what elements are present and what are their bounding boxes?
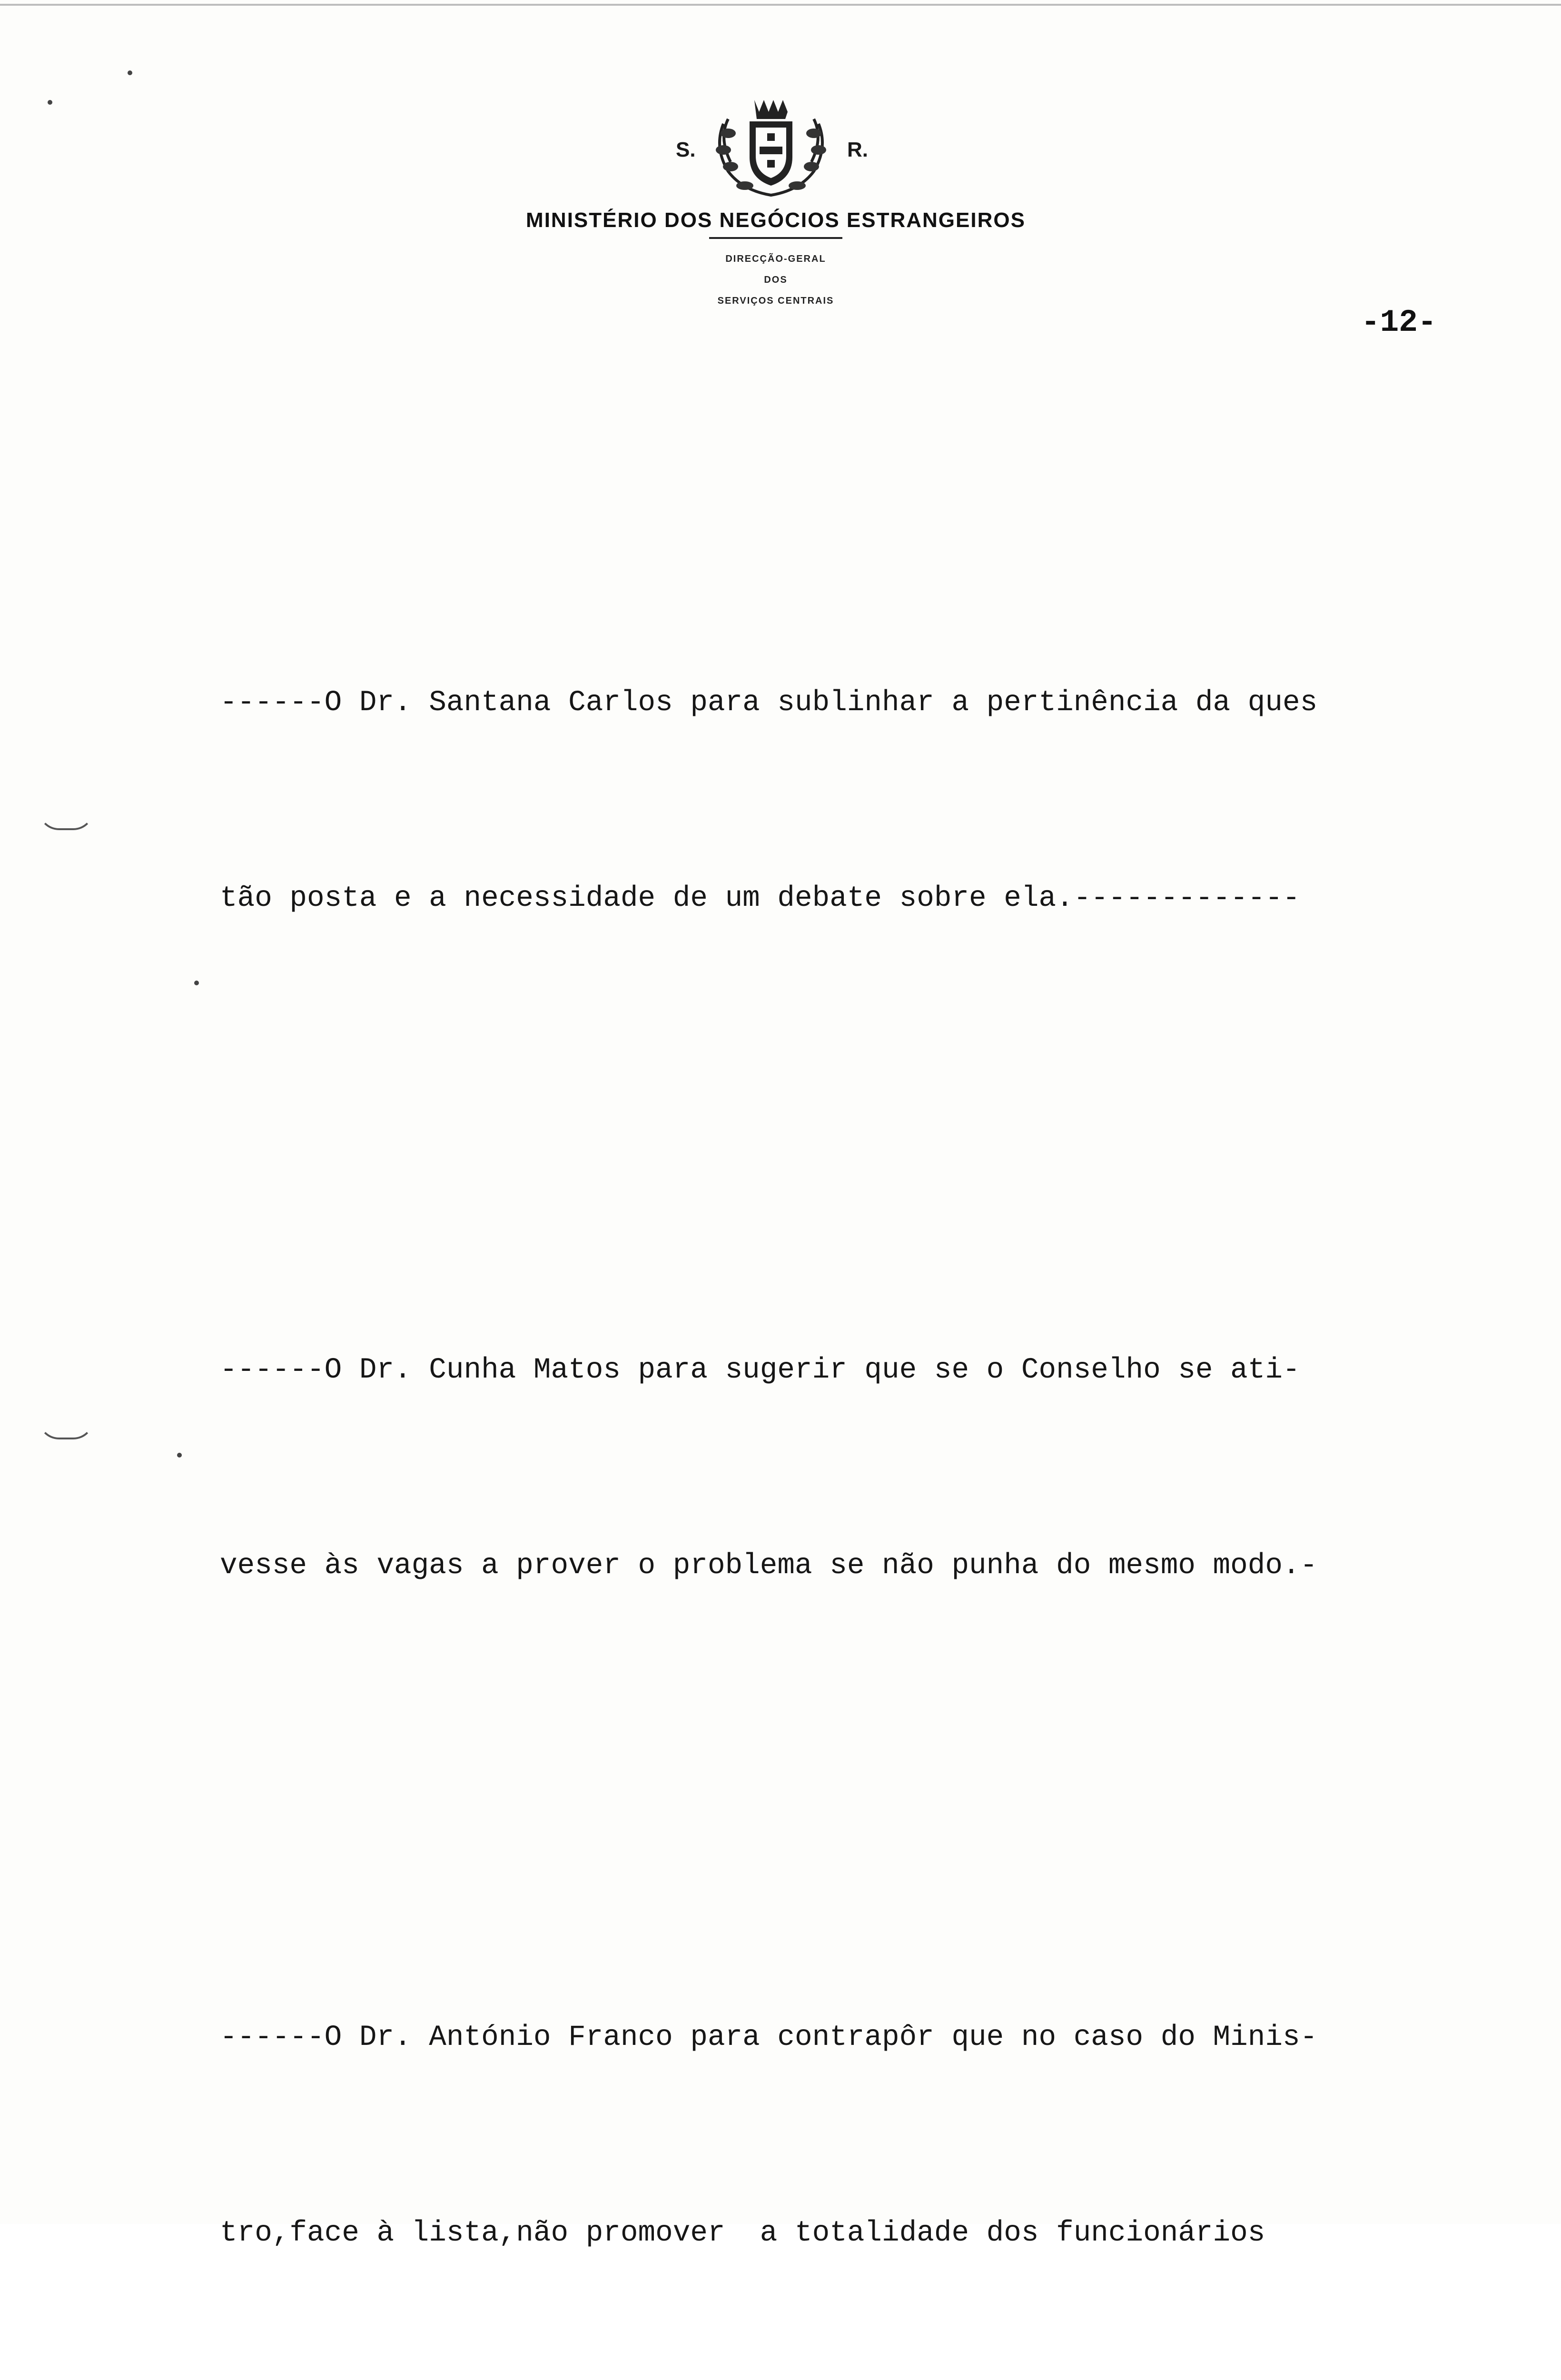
crest-row (443, 90, 1109, 200)
speck (128, 70, 132, 75)
department-line-2: DOS (764, 275, 788, 285)
ministry-underline (709, 237, 842, 239)
speck (177, 1453, 182, 1458)
text-line: ------O Dr. António Franco para contrapôr que no caso do Minis- (220, 2021, 1318, 2054)
crest-right-letter: R. (847, 138, 868, 161)
paragraph (220, 1874, 1467, 2380)
crest-left-letter: S. (676, 138, 696, 161)
top-edge-rule (0, 4, 1561, 6)
letterhead (443, 90, 1109, 311)
coat-of-arms-icon (709, 90, 833, 200)
text-line: ------O Dr. Cunha Matos para sugerir que se o Conselho se ati- (220, 1354, 1300, 1387)
paragraph (220, 1207, 1467, 1729)
text-line: tão posta e a necessidade de um debate sobre ela.------------- (220, 882, 1300, 915)
department-line-3: SERVIÇOS CENTRAIS (717, 296, 834, 306)
text-line: vesse às vagas a prover o problema se não punha do mesmo modo.- (220, 1549, 1318, 1582)
ministry-name: MINISTÉRIO DOS NEGÓCIOS ESTRANGEIROS (526, 208, 1026, 232)
paragraph (220, 540, 1467, 1061)
speck (48, 100, 52, 105)
minutes-body (220, 409, 1467, 2380)
speck (194, 981, 199, 985)
text-line: tro,face à lista,não promover a totalidade dos funcionários (220, 2217, 1265, 2250)
hole-punch-mark (38, 1418, 94, 1439)
text-line: ------O Dr. Santana Carlos para sublinhar a pertinência da ques (220, 686, 1318, 719)
page-number: -12- (1361, 305, 1437, 340)
hole-punch-mark (38, 809, 94, 830)
department-line-1: DIRECÇÃO-GERAL (725, 254, 826, 264)
